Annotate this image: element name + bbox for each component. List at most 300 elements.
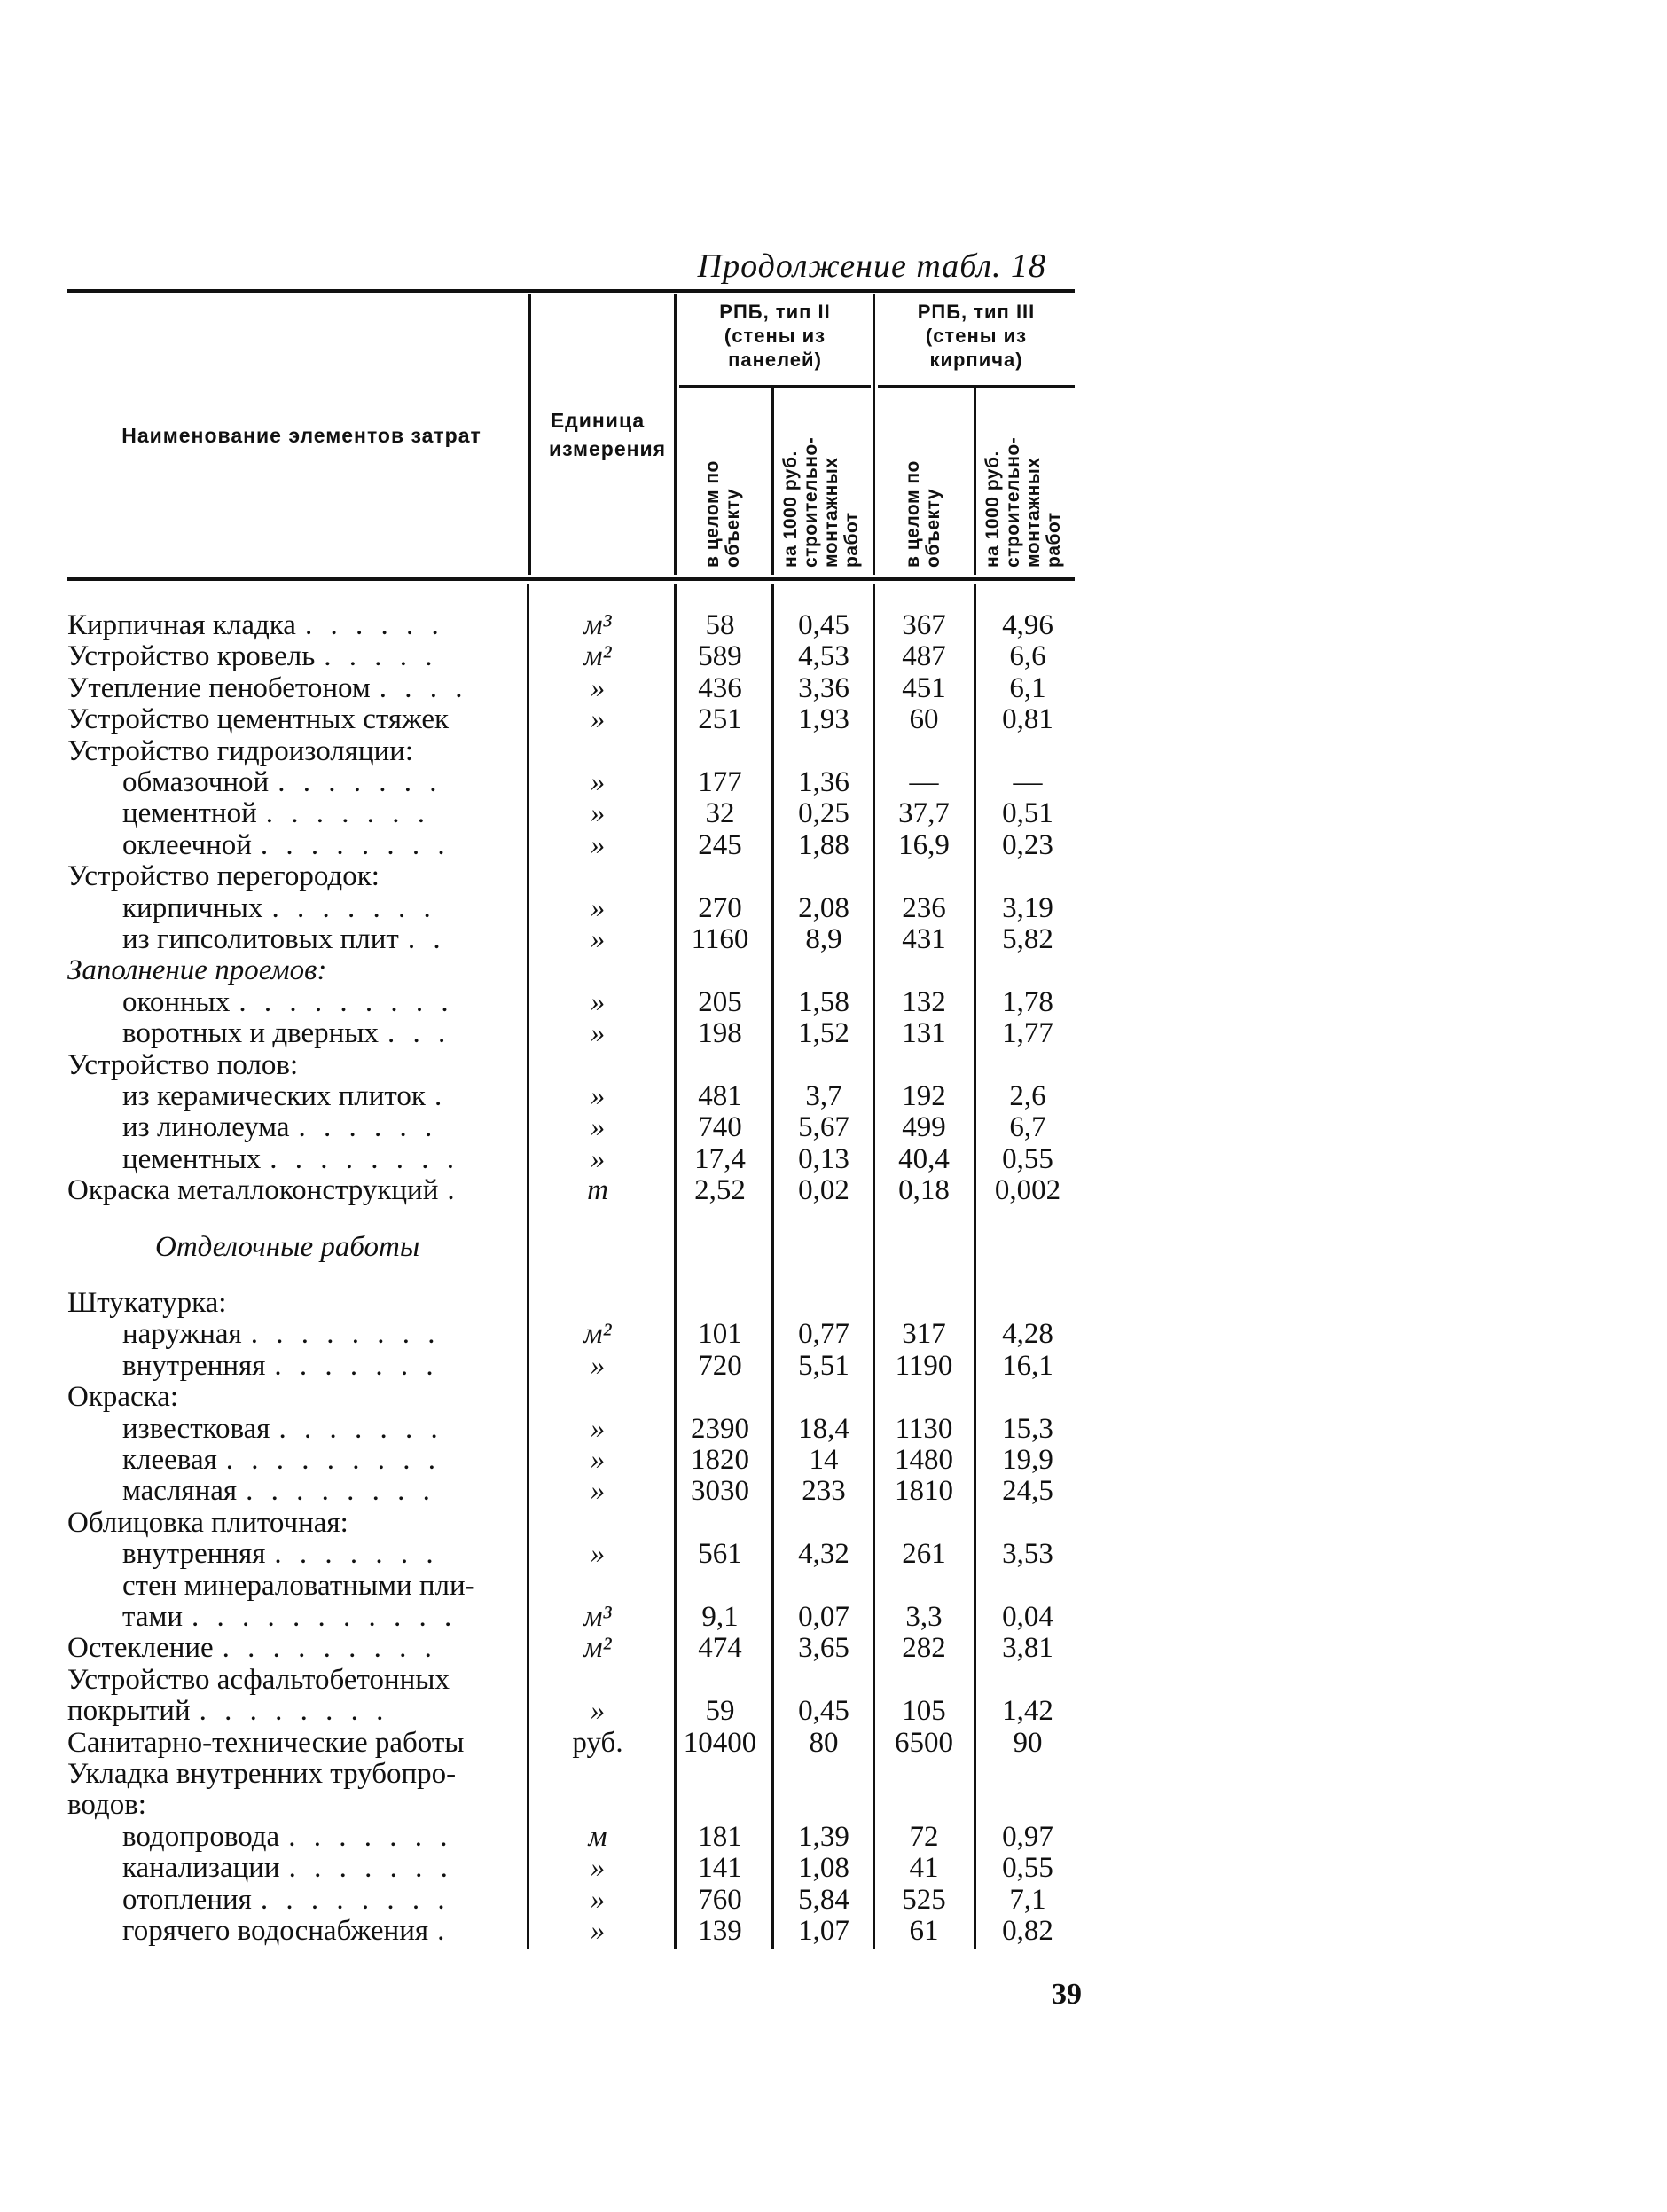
subheader-type3-per1000-line2: строительно-: [1003, 436, 1023, 568]
value-type2-per1000: 1,39: [798, 1821, 849, 1853]
row-unit: руб.: [572, 1727, 623, 1759]
row-name-text: Кирпичная кладка: [67, 610, 296, 641]
row-name-text: Устройство гидроизоляции:: [67, 736, 414, 767]
table-row: [0, 1885, 1667, 1916]
row-name-text: известковая: [122, 1414, 270, 1445]
col-rule-groups-header: [873, 294, 875, 575]
section-heading-row: [0, 1232, 1667, 1263]
table-row: [0, 1050, 1667, 1081]
table-row: [0, 1144, 1667, 1175]
value-type2-total: 1820: [691, 1444, 749, 1476]
leader-dots: . . .: [387, 1018, 451, 1049]
header-bottom-rule: [67, 577, 1075, 581]
value-type2-per1000: 8,9: [805, 923, 842, 955]
value-type3-total: 41: [909, 1852, 939, 1884]
leader-dots: . . . . . . . .: [250, 1319, 441, 1350]
value-type2-total: 101: [698, 1318, 742, 1350]
value-type2-per1000: 1,58: [798, 986, 849, 1018]
value-type3-per1000: 3,53: [1002, 1538, 1053, 1570]
value-type2-total: 436: [698, 672, 742, 704]
value-type3-total: 1810: [895, 1475, 953, 1507]
leader-dots: . . . . . . . .: [260, 1885, 450, 1916]
value-type2-total: 251: [698, 703, 742, 735]
value-type3-per1000: 1,42: [1002, 1695, 1053, 1727]
row-name-text: Окраска:: [67, 1382, 179, 1413]
value-type2-total: 32: [705, 797, 735, 829]
row-name: [122, 1853, 528, 1884]
value-type2-per1000: 14: [809, 1444, 839, 1476]
row-unit: »: [590, 766, 606, 798]
value-type3-total: 0,18: [898, 1174, 950, 1206]
table-row: [0, 1351, 1667, 1382]
value-type3-total: 61: [909, 1915, 939, 1947]
table-row: [0, 893, 1667, 924]
table-row: [0, 1822, 1667, 1853]
row-name-text: Окраска металлоконструкций: [67, 1175, 439, 1206]
row-name-text: отопления: [122, 1885, 252, 1916]
value-type2-per1000: 1,08: [798, 1852, 849, 1884]
row-unit: м³: [583, 609, 612, 641]
header-group-type2: [679, 300, 871, 372]
row-name-text: горячего водоснабжения: [122, 1916, 429, 1947]
table-row: [0, 955, 1667, 986]
row-name: [67, 704, 528, 735]
subheader-type2-total-line2: объекту: [723, 488, 743, 568]
header-group-type3-line3: кирпича): [929, 349, 1023, 371]
row-name: [67, 861, 528, 892]
row-name: [122, 1144, 528, 1175]
header-group-type3: [878, 300, 1075, 372]
row-unit: »: [590, 1444, 606, 1476]
leader-dots: . .: [407, 924, 446, 955]
row-name: [67, 1508, 528, 1539]
value-type3-total: 451: [902, 672, 946, 704]
table-caption: Продолжение табл. 18: [697, 247, 1046, 285]
header-name-column: Наименование элементов затрат: [121, 424, 481, 447]
row-name-text: из керамических плиток: [122, 1081, 426, 1112]
table-row: [0, 704, 1667, 735]
leader-dots: . . . . . . . . .: [225, 1445, 442, 1476]
value-type3-total: 1480: [895, 1444, 953, 1476]
table-row: [0, 1571, 1667, 1602]
value-type3-total: 6500: [895, 1727, 953, 1759]
value-type3-total: 132: [902, 986, 946, 1018]
value-type3-per1000: 2,6: [1009, 1080, 1046, 1112]
subheader-type2-per1000-line4: работ: [841, 512, 862, 568]
row-unit: »: [590, 1143, 606, 1175]
leader-dots: . . . . . . . . .: [222, 1633, 437, 1664]
row-name-text: Устройство кровель: [67, 641, 316, 672]
value-type2-per1000: 1,07: [798, 1915, 849, 1947]
value-type3-per1000: 0,04: [1002, 1601, 1053, 1633]
table-row: [0, 1790, 1667, 1821]
table-row: [0, 1288, 1667, 1319]
value-type2-total: 740: [698, 1111, 742, 1143]
header-group-type3-line1: РПБ, тип III: [917, 301, 1036, 323]
table-row: [0, 673, 1667, 704]
row-name: [122, 1112, 528, 1143]
row-name-text: оконных: [122, 987, 231, 1018]
table-row: [0, 1081, 1667, 1112]
row-name-text: Устройство цементных стяжек: [67, 704, 450, 735]
table-row: [0, 830, 1667, 861]
value-type2-per1000: 233: [802, 1475, 846, 1507]
row-name-text: масляная: [122, 1476, 238, 1507]
leader-dots: . . . . . . . . . . .: [192, 1602, 458, 1633]
leader-dots: . . . . . . . . .: [239, 987, 454, 1018]
row-name: [67, 610, 528, 641]
table-row: [0, 1633, 1667, 1664]
row-name-text: тами: [122, 1602, 184, 1633]
row-name-text: Устройство перегородок:: [67, 861, 380, 892]
row-unit: м: [588, 1821, 607, 1853]
table-row: [0, 1665, 1667, 1696]
value-type2-total: 589: [698, 640, 742, 672]
value-type3-total: 236: [902, 892, 946, 924]
leader-dots: . . . . . . .: [274, 1539, 439, 1570]
col-rule-unit-right-header: [674, 294, 677, 575]
value-type3-total: 499: [902, 1111, 946, 1143]
value-type3-per1000: 1,78: [1002, 986, 1053, 1018]
row-name: [67, 1665, 528, 1696]
subheader-type2-total: [702, 460, 743, 568]
subheader-type3-per1000-line1: на 1000 руб.: [982, 451, 1003, 568]
row-name: [67, 1633, 528, 1664]
value-type2-total: 3030: [691, 1475, 749, 1507]
row-unit: »: [590, 703, 606, 735]
value-type3-per1000: 6,7: [1009, 1111, 1046, 1143]
row-name-text: водов:: [67, 1790, 146, 1821]
value-type2-per1000: 1,52: [798, 1017, 849, 1049]
value-type3-total: 72: [909, 1821, 939, 1853]
value-type3-per1000: 0,97: [1002, 1821, 1053, 1853]
leader-dots: . . . . . . .: [265, 798, 430, 829]
row-name: [67, 1175, 528, 1206]
value-type3-per1000: 4,96: [1002, 609, 1053, 641]
subheader-type3-total-line1: в целом по: [903, 460, 923, 568]
value-type2-per1000: 0,45: [798, 609, 849, 641]
value-type3-per1000: 0,51: [1002, 797, 1053, 829]
row-name-text: кирпичных: [122, 893, 263, 924]
row-name: [67, 1050, 528, 1081]
value-type3-per1000: 6,6: [1009, 640, 1046, 672]
leader-dots: . . . . . . . .: [260, 830, 450, 861]
value-type2-per1000: 3,65: [798, 1632, 849, 1664]
row-name-text: Отделочные работы: [155, 1232, 420, 1263]
row-name: [122, 924, 528, 955]
row-name: [67, 1728, 528, 1759]
row-unit: м²: [583, 1632, 612, 1664]
row-name: [67, 1696, 528, 1727]
row-name-text: цементной: [122, 798, 257, 829]
leader-dots: . . . . . . .: [274, 1351, 439, 1382]
leader-dots: . . . . . . .: [271, 893, 436, 924]
value-type2-total: 141: [698, 1852, 742, 1884]
header-group-type3-line2: (стены из: [925, 325, 1028, 347]
row-name-text: покрытий: [67, 1696, 191, 1727]
table-row: [0, 1112, 1667, 1143]
row-name: [122, 893, 528, 924]
row-name-text: Устройство асфальтобетонных: [67, 1665, 450, 1696]
row-unit: »: [590, 1111, 606, 1143]
row-name-text: из гипсолитовых плит: [122, 924, 399, 955]
row-unit: м²: [583, 1318, 612, 1350]
value-type2-total: 270: [698, 892, 742, 924]
value-type3-total: 487: [902, 640, 946, 672]
value-type3-per1000: 3,19: [1002, 892, 1053, 924]
value-type2-total: 17,4: [694, 1143, 746, 1175]
table-row: [0, 1476, 1667, 1507]
row-name: [122, 1571, 528, 1602]
value-type3-total: 131: [902, 1017, 946, 1049]
value-type2-per1000: 0,77: [798, 1318, 849, 1350]
value-type3-per1000: 90: [1013, 1727, 1043, 1759]
table-row: [0, 610, 1667, 641]
value-type3-total: 282: [902, 1632, 946, 1664]
row-name-text: оклеечной: [122, 830, 252, 861]
row-unit: »: [590, 672, 606, 704]
value-type2-total: 198: [698, 1017, 742, 1049]
col-rule-sub1-header: [771, 388, 774, 575]
row-name: [122, 1414, 528, 1445]
row-unit: »: [590, 1884, 606, 1916]
row-name: [122, 1885, 528, 1916]
value-type3-total: 1130: [895, 1413, 953, 1445]
value-type2-total: 181: [698, 1821, 742, 1853]
row-unit: »: [590, 892, 606, 924]
value-type2-total: 474: [698, 1632, 742, 1664]
subheader-type2-per1000-line3: монтажных: [821, 457, 841, 568]
value-type2-per1000: 4,32: [798, 1538, 849, 1570]
row-unit: »: [590, 1915, 606, 1947]
value-type2-per1000: 5,67: [798, 1111, 849, 1143]
value-type3-per1000: 16,1: [1002, 1350, 1053, 1382]
row-unit: »: [590, 1413, 606, 1445]
value-type3-total: —: [909, 766, 939, 798]
table-row: [0, 1696, 1667, 1727]
leader-dots: . . . .: [379, 673, 468, 704]
value-type3-per1000: 0,002: [994, 1174, 1061, 1206]
subheader-type3-total-line2: объекту: [923, 488, 943, 568]
leader-dots: .: [437, 1916, 450, 1947]
row-unit: »: [590, 986, 606, 1018]
row-name: [67, 1288, 528, 1319]
header-group-type2-line2: (стены из: [724, 325, 826, 347]
leader-dots: .: [447, 1175, 460, 1206]
value-type2-per1000: 3,36: [798, 672, 849, 704]
row-name: [67, 736, 528, 767]
value-type3-per1000: 0,55: [1002, 1852, 1053, 1884]
row-unit: »: [590, 1080, 606, 1112]
value-type3-total: 317: [902, 1318, 946, 1350]
row-unit: »: [590, 1852, 606, 1884]
row-name: [122, 987, 528, 1018]
value-type2-per1000: 2,08: [798, 892, 849, 924]
row-name: [122, 1445, 528, 1476]
table-row: [0, 1382, 1667, 1413]
row-name-text: обмазочной: [122, 767, 270, 798]
value-type3-per1000: 4,28: [1002, 1318, 1053, 1350]
value-type3-total: 37,7: [898, 797, 950, 829]
row-name: [122, 830, 528, 861]
subheader-type3-per1000-line4: работ: [1044, 512, 1064, 568]
value-type3-per1000: 15,3: [1002, 1413, 1053, 1445]
row-unit: м²: [583, 640, 612, 672]
leader-dots: . . . . . .: [304, 610, 444, 641]
row-name-text: цементных: [122, 1144, 262, 1175]
leader-dots: . . . . . . . .: [199, 1696, 389, 1727]
value-type3-per1000: 3,81: [1002, 1632, 1053, 1664]
row-name: [122, 1916, 528, 1947]
row-name: [122, 1081, 528, 1112]
subheader-type3-per1000: [982, 437, 1064, 568]
value-type2-per1000: 5,51: [798, 1350, 849, 1382]
value-type3-total: 105: [902, 1695, 946, 1727]
leader-dots: . . . . . .: [298, 1112, 438, 1143]
subheader-type2-per1000-line2: строительно-: [801, 436, 821, 568]
value-type2-per1000: 18,4: [798, 1413, 849, 1445]
leader-dots: . . . . . . . .: [270, 1144, 460, 1175]
leader-dots: . . . . . . .: [288, 1822, 453, 1853]
row-name: [67, 1790, 528, 1821]
table-row: [0, 1445, 1667, 1476]
value-type2-total: 177: [698, 766, 742, 798]
row-name-text: Облицовка плиточная:: [67, 1508, 348, 1539]
table-row: [0, 1916, 1667, 1947]
header-group-type2-line3: панелей): [728, 349, 822, 371]
value-type3-total: 525: [902, 1884, 946, 1916]
table-row: [0, 798, 1667, 829]
table-row: [0, 1018, 1667, 1049]
leader-dots: . . . . . . .: [278, 1414, 443, 1445]
row-name-text: клеевая: [122, 1445, 217, 1476]
value-type3-per1000: 0,55: [1002, 1143, 1053, 1175]
table-row: [0, 1508, 1667, 1539]
table-row: [0, 924, 1667, 955]
value-type2-total: 561: [698, 1538, 742, 1570]
table-row: [0, 861, 1667, 892]
row-unit: м³: [583, 1601, 612, 1633]
value-type2-per1000: 0,02: [798, 1174, 849, 1206]
value-type2-total: 481: [698, 1080, 742, 1112]
col-rule-sub2-header: [974, 388, 976, 575]
row-name: [67, 1759, 528, 1790]
row-name: [122, 1602, 528, 1633]
value-type2-per1000: 1,36: [798, 766, 849, 798]
table-row: [0, 736, 1667, 767]
subheader-type3-per1000-line3: монтажных: [1023, 457, 1044, 568]
page-number: 39: [1052, 1978, 1082, 2011]
row-name-text: Заполнение проемов:: [67, 955, 327, 986]
value-type2-total: 58: [705, 609, 735, 641]
row-unit: »: [590, 923, 606, 955]
row-name-text: Санитарно-технические работы: [67, 1728, 465, 1759]
value-type3-total: 367: [902, 609, 946, 641]
value-type2-per1000: 3,7: [805, 1080, 842, 1112]
table-row: [0, 1728, 1667, 1759]
value-type2-total: 139: [698, 1915, 742, 1947]
subheader-type2-per1000-line1: на 1000 руб.: [780, 451, 801, 568]
row-name-text: Остекление: [67, 1633, 214, 1664]
table-row: [0, 1175, 1667, 1206]
group2-underline: [878, 385, 1075, 388]
value-type2-total: 245: [698, 829, 742, 861]
value-type2-total: 10400: [683, 1727, 757, 1759]
value-type3-total: 16,9: [898, 829, 950, 861]
value-type3-per1000: 0,23: [1002, 829, 1053, 861]
value-type2-total: 1160: [691, 923, 749, 955]
value-type3-total: 1190: [895, 1350, 953, 1382]
value-type2-per1000: 1,93: [798, 703, 849, 735]
value-type2-total: 2,52: [694, 1174, 746, 1206]
value-type3-total: 192: [902, 1080, 946, 1112]
row-name: [122, 767, 528, 798]
value-type2-per1000: 0,45: [798, 1695, 849, 1727]
value-type2-total: 9,1: [701, 1601, 739, 1633]
row-name-text: Утепление пенобетоном: [67, 673, 371, 704]
header-group-type2-line1: РПБ, тип II: [719, 301, 831, 323]
row-name-text: водопровода: [122, 1822, 280, 1853]
value-type2-per1000: 1,88: [798, 829, 849, 861]
row-name: [67, 1382, 528, 1413]
value-type3-total: 40,4: [898, 1143, 950, 1175]
row-name-text: наружная: [122, 1319, 242, 1350]
value-type2-total: 59: [705, 1695, 735, 1727]
row-name-text: Штукатурка:: [67, 1288, 227, 1319]
value-type2-per1000: 4,53: [798, 640, 849, 672]
value-type3-per1000: 24,5: [1002, 1475, 1053, 1507]
value-type2-per1000: 0,07: [798, 1601, 849, 1633]
row-name-text: внутренняя: [122, 1539, 266, 1570]
table-row: [0, 1853, 1667, 1884]
value-type3-per1000: 5,82: [1002, 923, 1053, 955]
row-unit: »: [590, 1475, 606, 1507]
value-type2-per1000: 5,84: [798, 1884, 849, 1916]
row-name: [122, 1476, 528, 1507]
value-type2-total: 720: [698, 1350, 742, 1382]
value-type2-total: 205: [698, 986, 742, 1018]
value-type3-total: 60: [909, 703, 939, 735]
section-heading: [155, 1232, 616, 1263]
value-type2-per1000: 0,25: [798, 797, 849, 829]
table-row: [0, 987, 1667, 1018]
leader-dots: . . . . . . .: [278, 767, 442, 798]
row-name: [122, 798, 528, 829]
leader-dots: . . . . . . . .: [246, 1476, 435, 1507]
value-type3-total: 3,3: [905, 1601, 943, 1633]
row-name: [122, 1319, 528, 1350]
row-name: [122, 1351, 528, 1382]
row-unit: »: [590, 797, 606, 829]
row-name: [67, 641, 528, 672]
value-type2-per1000: 0,13: [798, 1143, 849, 1175]
row-name-text: внутренняя: [122, 1351, 266, 1382]
row-name: [67, 955, 528, 986]
row-name: [67, 673, 528, 704]
value-type3-per1000: 7,1: [1009, 1884, 1046, 1916]
row-name: [122, 1018, 528, 1049]
row-unit: т: [587, 1174, 608, 1206]
row-unit: »: [590, 829, 606, 861]
subheader-type2-per1000: [780, 437, 862, 568]
row-name-text: Укладка внутренних трубопро-: [67, 1759, 457, 1790]
row-name-text: Устройство полов:: [67, 1050, 299, 1081]
value-type3-per1000: 19,9: [1002, 1444, 1053, 1476]
value-type3-per1000: 0,82: [1002, 1915, 1053, 1947]
group1-underline: [679, 385, 871, 388]
row-name-text: воротных и дверных: [122, 1018, 379, 1049]
value-type2-total: 2390: [691, 1413, 749, 1445]
